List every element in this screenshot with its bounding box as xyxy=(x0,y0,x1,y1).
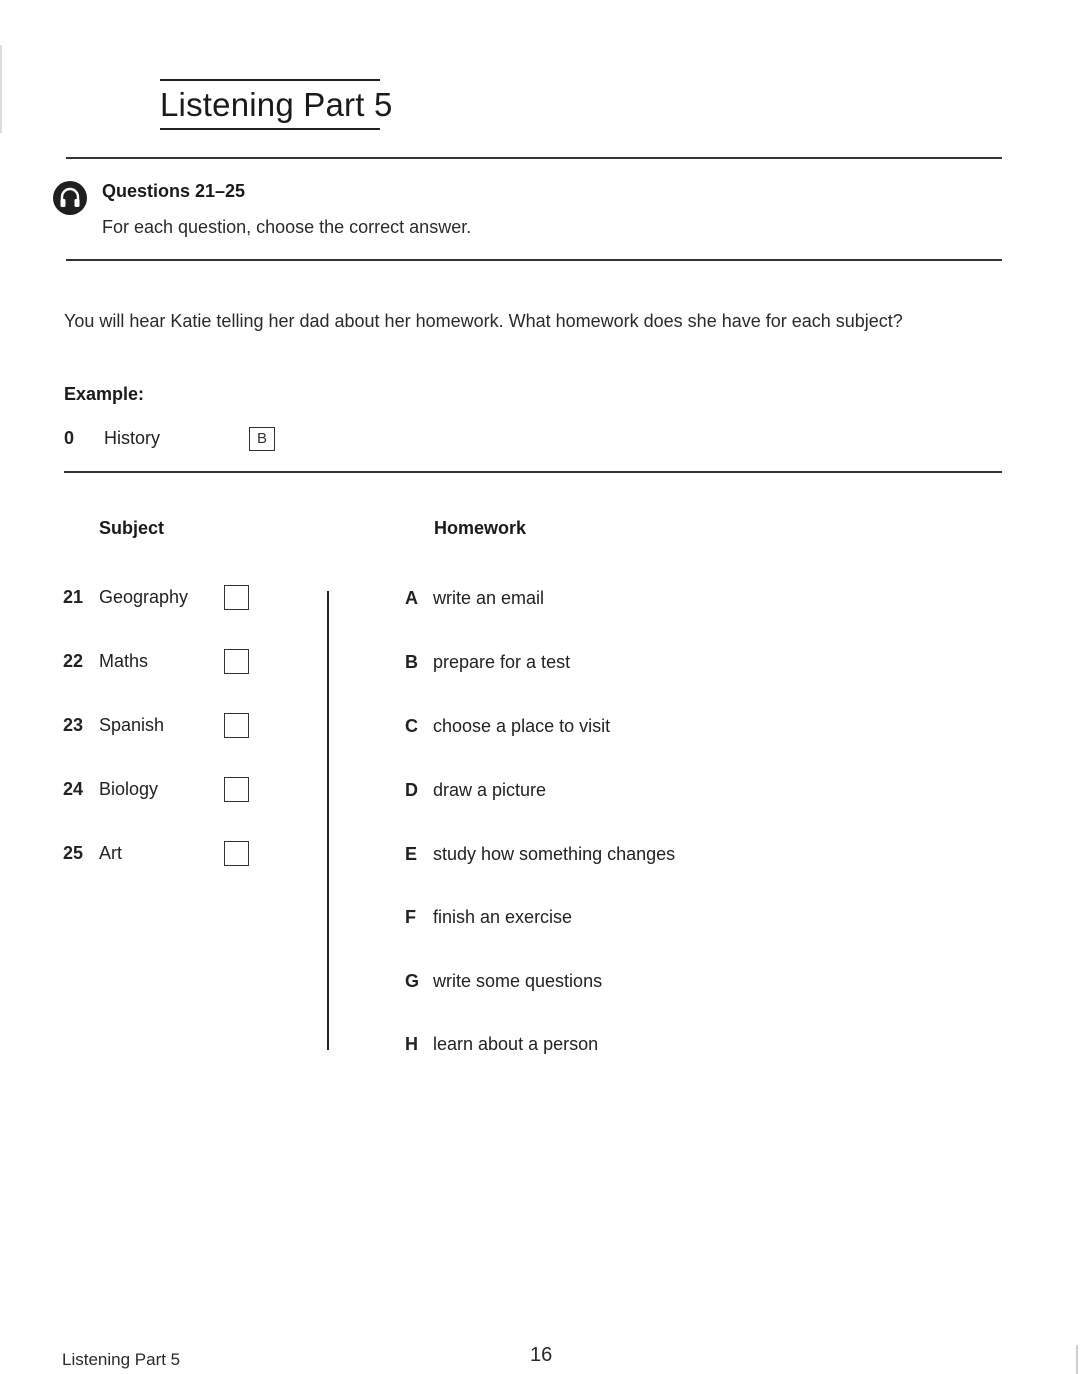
option-letter: D xyxy=(405,780,418,800)
title-rule-top xyxy=(160,79,380,81)
option-text: choose a place to visit xyxy=(433,716,611,736)
option-text: draw a picture xyxy=(433,780,547,800)
question-number: 24 xyxy=(63,779,84,799)
intro-text: You will hear Katie telling her dad about her homework. What homework does she have for each subject? xyxy=(64,311,903,331)
instruction-text: For each question, choose the correct answer. xyxy=(102,217,472,237)
option-text: learn about a person xyxy=(433,1034,599,1054)
questions-heading: Questions 21–25 xyxy=(102,181,246,201)
homework-option xyxy=(0,907,800,933)
homework-option xyxy=(0,1034,800,1060)
subject-name: Art xyxy=(99,843,123,863)
subject-column-header: Subject xyxy=(99,518,165,538)
option-letter: A xyxy=(405,588,418,608)
option-letter: E xyxy=(405,844,418,864)
subject-name: Spanish xyxy=(99,715,165,735)
option-text: write some questions xyxy=(433,971,603,991)
option-text: study how something changes xyxy=(433,844,676,864)
footer-section-label: Listening Part 5 xyxy=(62,1350,181,1369)
subject-name: Biology xyxy=(99,779,159,799)
homework-column-header: Homework xyxy=(434,518,527,538)
page-number: 16 xyxy=(530,1344,553,1366)
scan-edge-mark-right xyxy=(1076,1345,1078,1374)
scan-edge-mark xyxy=(0,45,2,133)
example-answer-box: B xyxy=(249,427,275,451)
question-number: 23 xyxy=(63,715,84,735)
example-number: 0 xyxy=(64,428,75,448)
question-number: 21 xyxy=(63,587,84,607)
homework-option xyxy=(0,971,800,997)
section-divider-bottom xyxy=(66,259,1002,261)
example-divider xyxy=(64,471,1002,473)
option-letter: B xyxy=(405,652,418,672)
headphones-icon xyxy=(53,181,87,215)
option-letter: H xyxy=(405,1034,418,1054)
example-label: Example: xyxy=(64,384,145,404)
homework-option xyxy=(0,588,800,614)
title-rule-bottom xyxy=(160,128,380,130)
page-title: Listening Part 5 xyxy=(160,86,393,123)
subject-name: Maths xyxy=(99,651,149,671)
option-text: write an email xyxy=(433,588,545,608)
option-text: prepare for a test xyxy=(433,652,571,672)
option-letter: F xyxy=(405,907,416,927)
question-number: 22 xyxy=(63,651,84,671)
question-number: 25 xyxy=(63,843,84,863)
homework-option xyxy=(0,844,800,870)
subject-name: Geography xyxy=(99,587,189,607)
homework-option xyxy=(0,716,800,742)
section-divider-top xyxy=(66,157,1002,159)
example-subject: History xyxy=(104,428,161,448)
option-text: finish an exercise xyxy=(433,907,573,927)
homework-option xyxy=(0,780,800,806)
homework-option xyxy=(0,652,800,678)
option-letter: C xyxy=(405,716,418,736)
option-letter: G xyxy=(405,971,420,991)
